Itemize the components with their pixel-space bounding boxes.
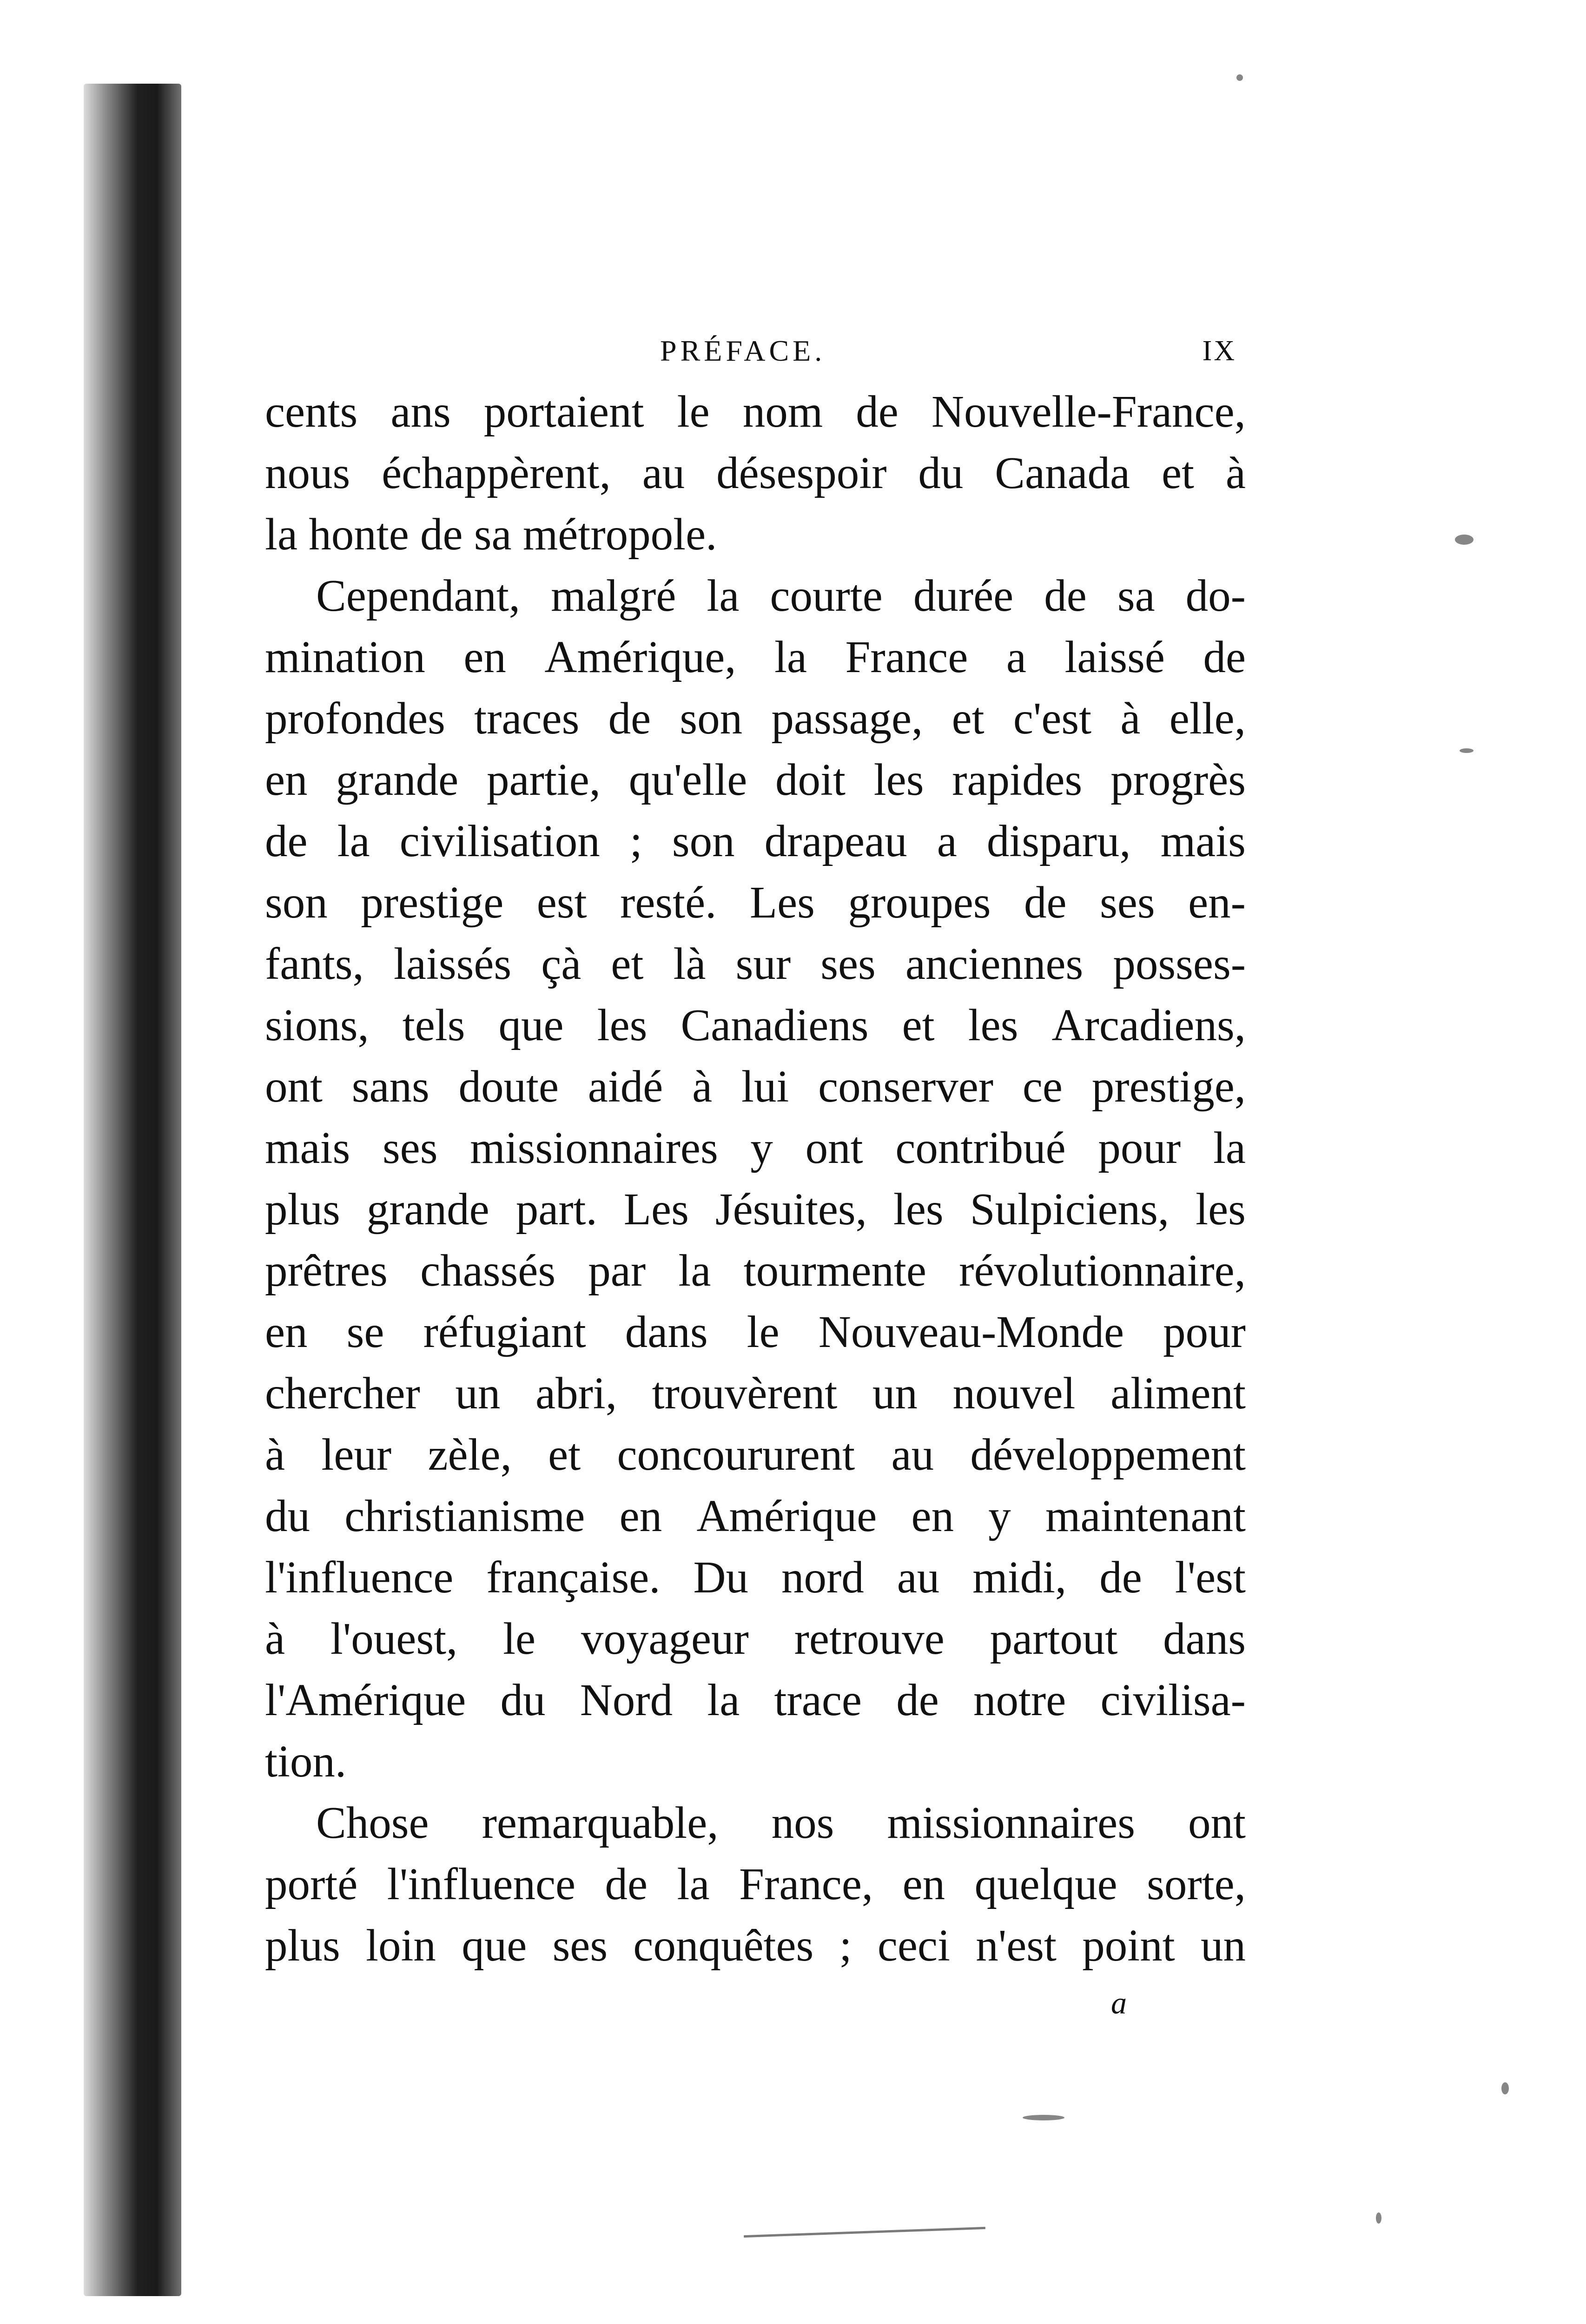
text-line: Cependant, malgré la courte durée de sa do-: [316, 571, 1246, 621]
binding-shadow: [84, 84, 181, 2296]
text-line: l'influence française. Du nord au midi, de l'est: [265, 1552, 1246, 1602]
text-line: nous échappèrent, au désespoir du Canada et à: [265, 448, 1246, 498]
text-line: son prestige est resté. Les groupes de ses en-: [265, 878, 1246, 927]
text-line: cents ans portaient le nom de Nouvelle-France,: [265, 387, 1246, 436]
text-line: ont sans doute aidé à lui conserver ce prestige,: [265, 1062, 1246, 1111]
text-line: prêtres chassés par la tourmente révolutionnaire,: [265, 1246, 1246, 1295]
text-line: la honte de sa métropole.: [265, 509, 717, 559]
text-line: profondes traces de son passage, et c'est à elle,: [265, 693, 1246, 743]
text-line: de la civilisation ; son drapeau a disparu, mais: [265, 816, 1246, 866]
text-line: plus loin que ses conquêtes ; ceci n'est point un: [265, 1921, 1246, 1970]
text-line: fants, laissés çà et là sur ses anciennes posses-: [265, 939, 1246, 989]
ink-speck: [1376, 2212, 1381, 2224]
text-line: l'Amérique du Nord la trace de notre civilisa-: [265, 1675, 1246, 1725]
text-line: tion.: [265, 1736, 347, 1786]
text-line: à leur zèle, et concoururent au développement: [265, 1430, 1246, 1479]
paragraph: [265, 381, 1246, 565]
ink-speck: [1460, 748, 1474, 753]
paragraph: [265, 1792, 1246, 1976]
body-text: [265, 381, 1246, 1976]
text-line: plus grande part. Les Jésuites, les Sulpiciens, les: [265, 1184, 1246, 1234]
running-title: PRÉFACE.: [660, 334, 826, 367]
page-number: IX: [1202, 335, 1236, 367]
ink-speck: [1455, 535, 1474, 545]
signature-mark: a: [1111, 1985, 1127, 2020]
ink-speck: [1236, 74, 1243, 81]
paragraph: [265, 565, 1246, 1792]
text-line: porté l'influence de la France, en quelque sorte,: [265, 1859, 1246, 1909]
text-line: mais ses missionnaires y ont contribué pour la: [265, 1123, 1246, 1173]
text-line: Chose remarquable, nos missionnaires ont: [316, 1798, 1246, 1848]
text-line: en se réfugiant dans le Nouveau-Monde pour: [265, 1307, 1246, 1357]
page-header: [660, 325, 1236, 376]
ink-speck: [1023, 2115, 1064, 2120]
text-line: du christianisme en Amérique en y maintenant: [265, 1491, 1246, 1541]
text-line: chercher un abri, trouvèrent un nouvel aliment: [265, 1368, 1246, 1418]
stray-pen-stroke: [744, 2227, 985, 2238]
text-line: mination en Amérique, la France a laissé de: [265, 632, 1246, 682]
ink-speck: [1501, 2082, 1509, 2094]
text-line: à l'ouest, le voyageur retrouve partout dans: [265, 1614, 1246, 1664]
text-line: sions, tels que les Canadiens et les Arcadiens,: [265, 1000, 1246, 1050]
text-line: en grande partie, qu'elle doit les rapides progrès: [265, 755, 1246, 805]
